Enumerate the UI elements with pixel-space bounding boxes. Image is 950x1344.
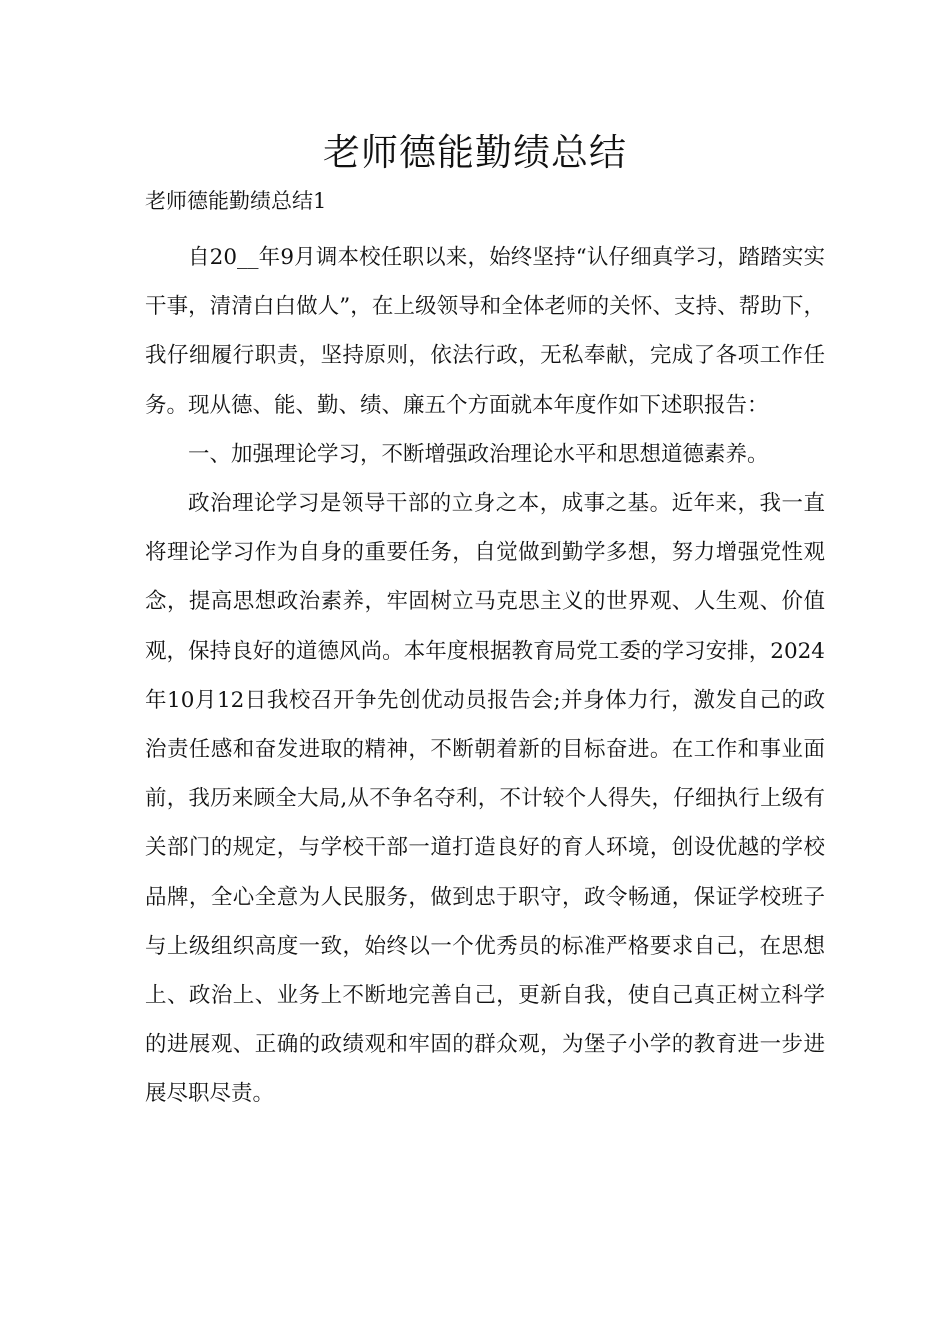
paragraph-section-heading: 一、加强理论学习，不断增强政治理论水平和思想道德素养。: [188, 441, 769, 467]
document-title: 老师德能勤绩总结: [323, 131, 627, 174]
document-body: [145, 233, 825, 1119]
document-subtitle: 老师德能勤绩总结1: [145, 189, 327, 213]
paragraph-intro: 自20__年9月调本校任职以来，始终坚持“认仔细真学习，踏踏实实干事，清清白白做人”，在上级领导和全体老师的关怀、支持、帮助下，我仔细履行职责，坚持原则，依法行政，无私奉献，完成了各项工作任务。现从德、能、勤、绩、廉五个方面就本年度作如下述职报告：: [145, 245, 825, 418]
paragraph-political-study: 政治理论学习是领导干部的立身之本，成事之基。近年来，我一直将理论学习作为自身的重要任务，自觉做到勤学多想，努力增强党性观念，提高思想政治素养，牢固树立马克思主义的世界观、人生观、价值观，保持良好的道德风尚。本年度根据教育局党工委的学习安排，2024年10月12日我校召开争先创优动员报告会;并身体力行，激发自己的政治责任感和奋发进取的精神，不断朝着新的目标奋进。在工作和事业面前，我历来顾全大局,从不争名夺利，不计较个人得失，仔细执行上级有关部门的规定，与学校干部一道打造良好的育人环境，创设优越的学校品牌，全心全意为人民服务，做到忠于职守，政令畅通，保证学校班子与上级组织高度一致，始终以一个优秀员的标准严格要求自己，在思想上、政治上、业务上不断地完善自己，更新自我，使自己真正树立科学的进展观、正确的政绩观和牢固的群众观，为堡子小学的教育进一步进展尽职尽责。: [145, 491, 825, 1107]
